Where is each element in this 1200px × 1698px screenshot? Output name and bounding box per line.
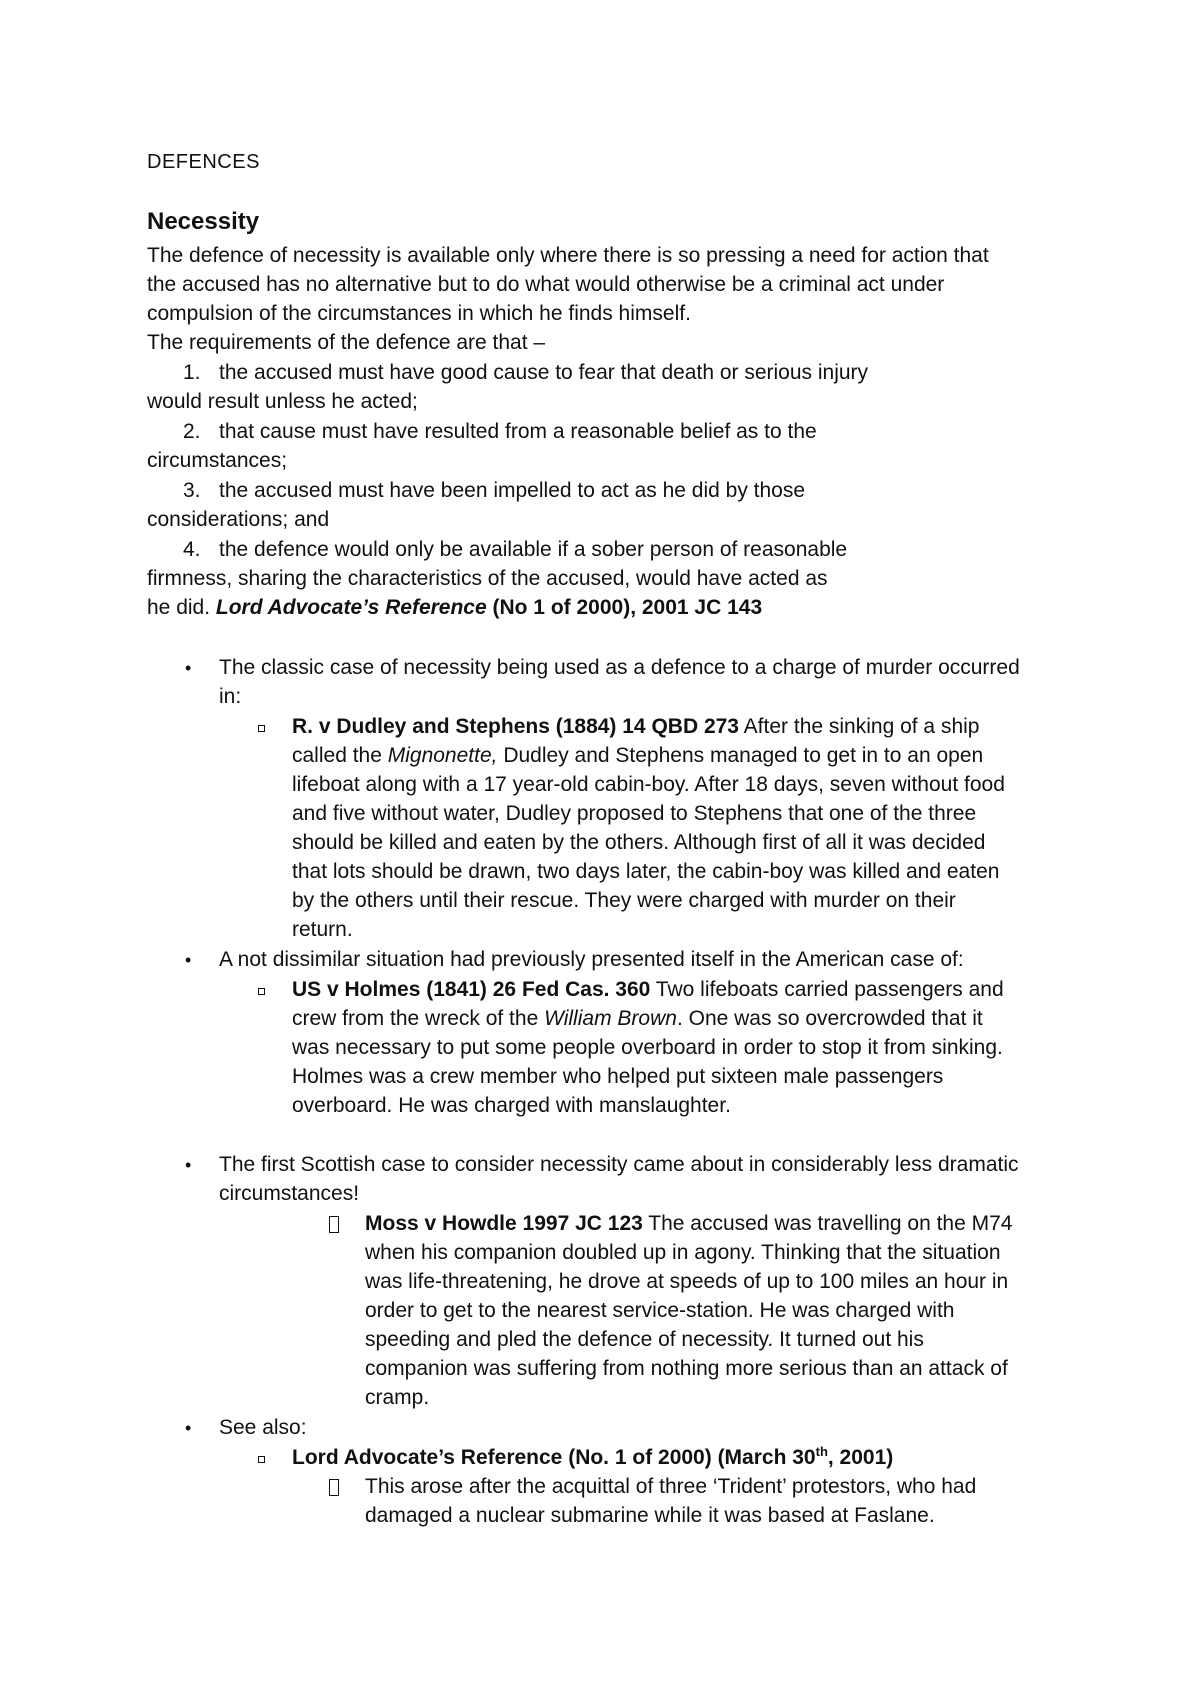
bullet-text: The first Scottish case to consider necessity came about in considerably less dramatic bbox=[219, 1153, 1019, 1176]
requirement-text: the defence would only be available if a sober person of reasonable bbox=[219, 538, 848, 561]
square-bullet-icon bbox=[258, 1456, 265, 1463]
case-name: US v Holmes (1841) 26 Fed Cas. 360 bbox=[292, 978, 651, 1001]
case-name-suffix: , 2001) bbox=[827, 1446, 894, 1469]
case-entry bbox=[292, 976, 1004, 1004]
case-text: by the others until their rescue. They were charged with murder on their bbox=[292, 889, 956, 912]
case-entry bbox=[365, 1210, 1012, 1238]
requirement-text: that cause must have resulted from a reasonable belief as to the bbox=[219, 420, 817, 443]
bullet-icon: • bbox=[185, 1155, 192, 1175]
case-text: order to get to the nearest service-station. He was charged with bbox=[365, 1299, 955, 1322]
case-entry bbox=[292, 1444, 893, 1472]
intro-line: compulsion of the circumstances in which he finds himself. bbox=[147, 302, 691, 325]
bullet-text: See also: bbox=[219, 1416, 307, 1439]
case-text: should be killed and eaten by the others. Although first of all it was decided bbox=[292, 831, 986, 854]
bullet-text: in: bbox=[219, 685, 242, 708]
requirements-intro: The requirements of the defence are that – bbox=[147, 331, 546, 354]
case-text: The accused was travelling on the M74 bbox=[642, 1212, 1013, 1235]
requirement-text: the accused must have been impelled to act as he did by those bbox=[219, 479, 806, 502]
case-text bbox=[292, 742, 983, 770]
requirement-citation bbox=[147, 594, 762, 622]
case-text-part: Dudley and Stephens managed to get in to an open bbox=[497, 744, 984, 767]
bullet-text: circumstances! bbox=[219, 1182, 360, 1205]
intro-line: the accused has no alternative but to do what would otherwise be a criminal act under bbox=[147, 273, 945, 296]
case-text: This arose after the acquittal of three ‘Trident’ protestors, who had bbox=[365, 1475, 977, 1498]
case-name: Moss v Howdle 1997 JC 123 bbox=[365, 1212, 643, 1235]
case-name: R. v Dudley and Stephens (1884) 14 QBD 273 bbox=[292, 715, 739, 738]
bullet-text: A not dissimilar situation had previously presented itself in the American case of: bbox=[219, 948, 964, 971]
case-text-part: crew from the wreck of the bbox=[292, 1007, 545, 1030]
missing-glyph-bullet-icon bbox=[329, 1479, 339, 1496]
requirement-text: considerations; and bbox=[147, 508, 330, 531]
case-entry bbox=[292, 713, 979, 741]
bullet-icon: • bbox=[185, 1418, 192, 1438]
case-text: and five without water, Dudley proposed to Stephens that one of the three bbox=[292, 802, 977, 825]
document-title: DEFENCES bbox=[147, 151, 260, 173]
requirement-text: would result unless he acted; bbox=[147, 390, 418, 413]
requirement-text: the accused must have good cause to fear that death or serious injury bbox=[219, 361, 869, 384]
case-text: Two lifeboats carried passengers and bbox=[650, 978, 1004, 1001]
case-text: companion was suffering from nothing more serious than an attack of bbox=[365, 1357, 1008, 1380]
intro-line: The defence of necessity is available only where there is so pressing a need for action that bbox=[147, 244, 989, 267]
missing-glyph-bullet-icon bbox=[329, 1216, 339, 1233]
requirement-number: 3. bbox=[183, 479, 201, 502]
case-text-part: called the bbox=[292, 744, 388, 767]
bullet-text: The classic case of necessity being used as a defence to a charge of murder occurred bbox=[219, 656, 1020, 679]
case-text: lifeboat along with a 17 year-old cabin-boy. After 18 days, seven without food bbox=[292, 773, 1005, 796]
bullet-icon: • bbox=[185, 950, 192, 970]
square-bullet-icon bbox=[258, 725, 265, 732]
citation-prefix: he did. bbox=[147, 596, 216, 619]
requirement-text: firmness, sharing the characteristics of the accused, would have acted as bbox=[147, 567, 828, 590]
case-text: was life-threatening, he drove at speeds of up to 100 miles an hour in bbox=[365, 1270, 1009, 1293]
case-text: damaged a nuclear submarine while it was based at Faslane. bbox=[365, 1504, 935, 1527]
bullet-icon: • bbox=[185, 658, 192, 678]
case-text: was necessary to put some people overboard in order to stop it from sinking. bbox=[292, 1036, 1003, 1059]
case-name: Lord Advocate’s Reference (No. 1 of 2000) (March 30 bbox=[292, 1446, 816, 1469]
case-text: that lots should be drawn, two days later, the cabin-boy was killed and eaten bbox=[292, 860, 1000, 883]
square-bullet-icon bbox=[258, 988, 265, 995]
case-text bbox=[292, 1005, 983, 1033]
case-text: After the sinking of a ship bbox=[739, 715, 980, 738]
case-text: return. bbox=[292, 918, 353, 941]
case-text: overboard. He was charged with manslaughter. bbox=[292, 1094, 731, 1117]
requirement-number: 2. bbox=[183, 420, 201, 443]
case-text: when his companion doubled up in agony. Thinking that the situation bbox=[365, 1241, 1001, 1264]
case-text: speeding and pled the defence of necessity. It turned out his bbox=[365, 1328, 924, 1351]
case-text-part: . One was so overcrowded that it bbox=[676, 1007, 983, 1030]
section-heading: Necessity bbox=[147, 208, 260, 235]
ship-name: William Brown bbox=[544, 1007, 677, 1030]
case-text: Holmes was a crew member who helped put sixteen male passengers bbox=[292, 1065, 944, 1088]
ship-name: Mignonette, bbox=[387, 744, 498, 767]
requirement-number: 1. bbox=[183, 361, 201, 384]
citation-reference: (No 1 of 2000), 2001 JC 143 bbox=[486, 596, 763, 619]
superscript: th bbox=[815, 1444, 828, 1459]
requirement-text: circumstances; bbox=[147, 449, 288, 472]
case-text: cramp. bbox=[365, 1386, 430, 1409]
requirement-number: 4. bbox=[183, 538, 201, 561]
citation-case-name: Lord Advocate’s Reference bbox=[215, 596, 487, 619]
